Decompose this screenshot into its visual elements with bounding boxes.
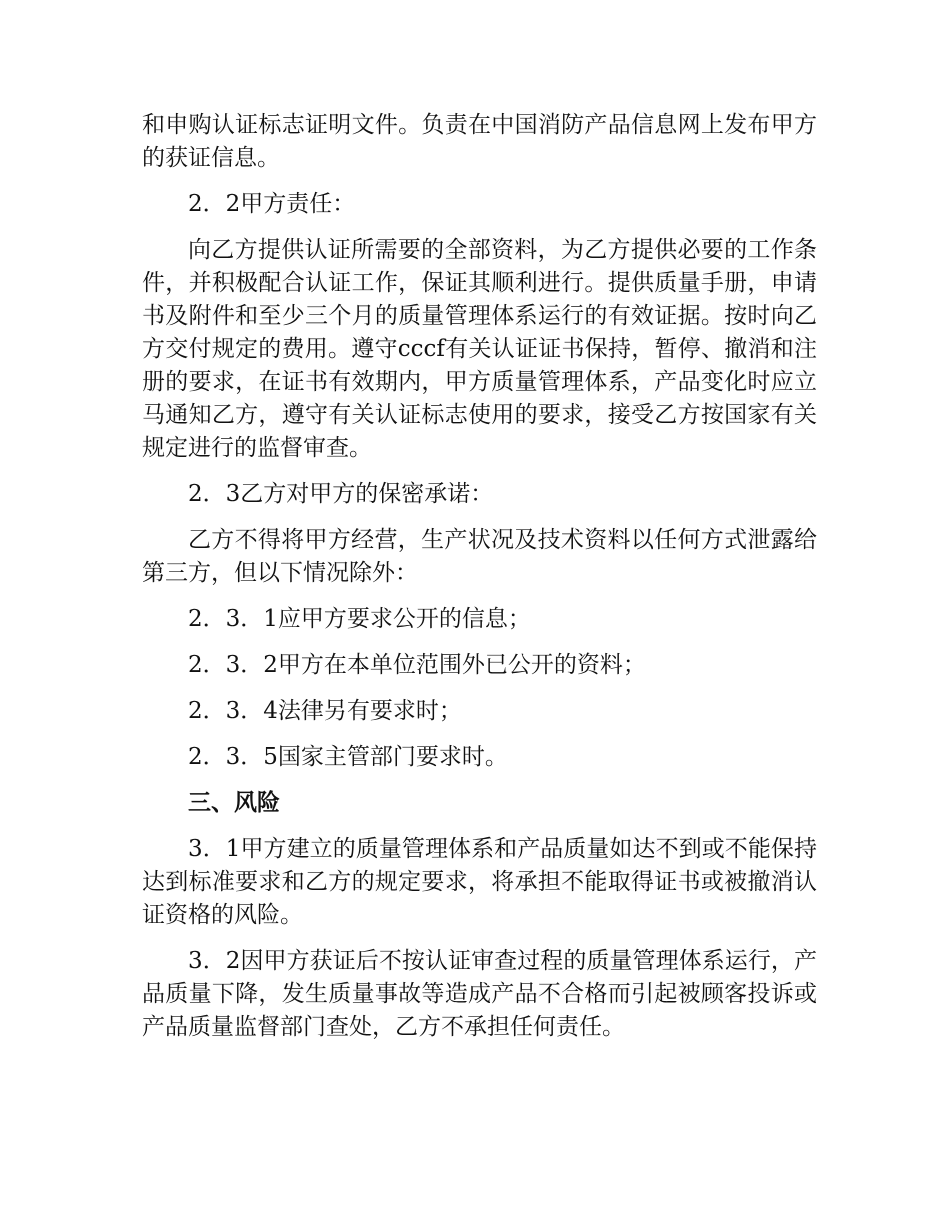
section-3-2-body: 3．2因甲方获证后不按认证审查过程的质量管理体系运行，产品质量下降，发生质量事故等造成产品不合格而引起被顾客投诉或产品质量监督部门查处，乙方不承担任何责任。 — [142, 948, 817, 1040]
section-2-3-title: 2．3乙方对甲方的保密承诺： — [188, 481, 494, 507]
section-2-2-body: 向乙方提供认证所需要的全部资料，为乙方提供必要的工作条件，并积极配合认证工作，保证其顺利进行。提供质量手册，申请书及附件和至少三个月的质量管理体系运行的有效证据。按时向乙方交付规定的费用。遵守cccf有关认证证书保持，暂停、撤消和注册的要求，在证书有效期内，甲方质量管理体系，产品变化时应立马通知乙方，遵守有关认证标志使用的要求，接受乙方按国家有关规定进行的监督审查。 — [142, 237, 817, 461]
section-3-1-body: 3．1甲方建立的质量管理体系和产品质量如达不到或不能保持达到标准要求和乙方的规定要求，将承担不能取得证书或被撤消认证资格的风险。 — [142, 836, 817, 928]
paragraph-continuation: 和申购认证标志证明文件。负责在中国消防产品信息网上发布甲方的获证信息。 — [142, 112, 817, 171]
section-2-2-title: 2．2甲方责任： — [188, 191, 356, 217]
section-3-heading: 三、风险 — [188, 790, 280, 816]
list-item-2-3-5: 2．3．5国家主管部门要求时。 — [188, 744, 508, 770]
list-item-2-3-1: 2．3．1应甲方要求公开的信息； — [188, 606, 531, 632]
section-2-3-body: 乙方不得将甲方经营，生产状况及技术资料以任何方式泄露给第三方，但以下情况除外： — [142, 527, 817, 586]
document-body — [142, 109, 817, 1044]
list-item-2-3-2: 2．3．2甲方在本单位范围外已公开的资料； — [188, 652, 646, 678]
list-item-2-3-4: 2．3．4法律另有要求时； — [188, 698, 462, 724]
